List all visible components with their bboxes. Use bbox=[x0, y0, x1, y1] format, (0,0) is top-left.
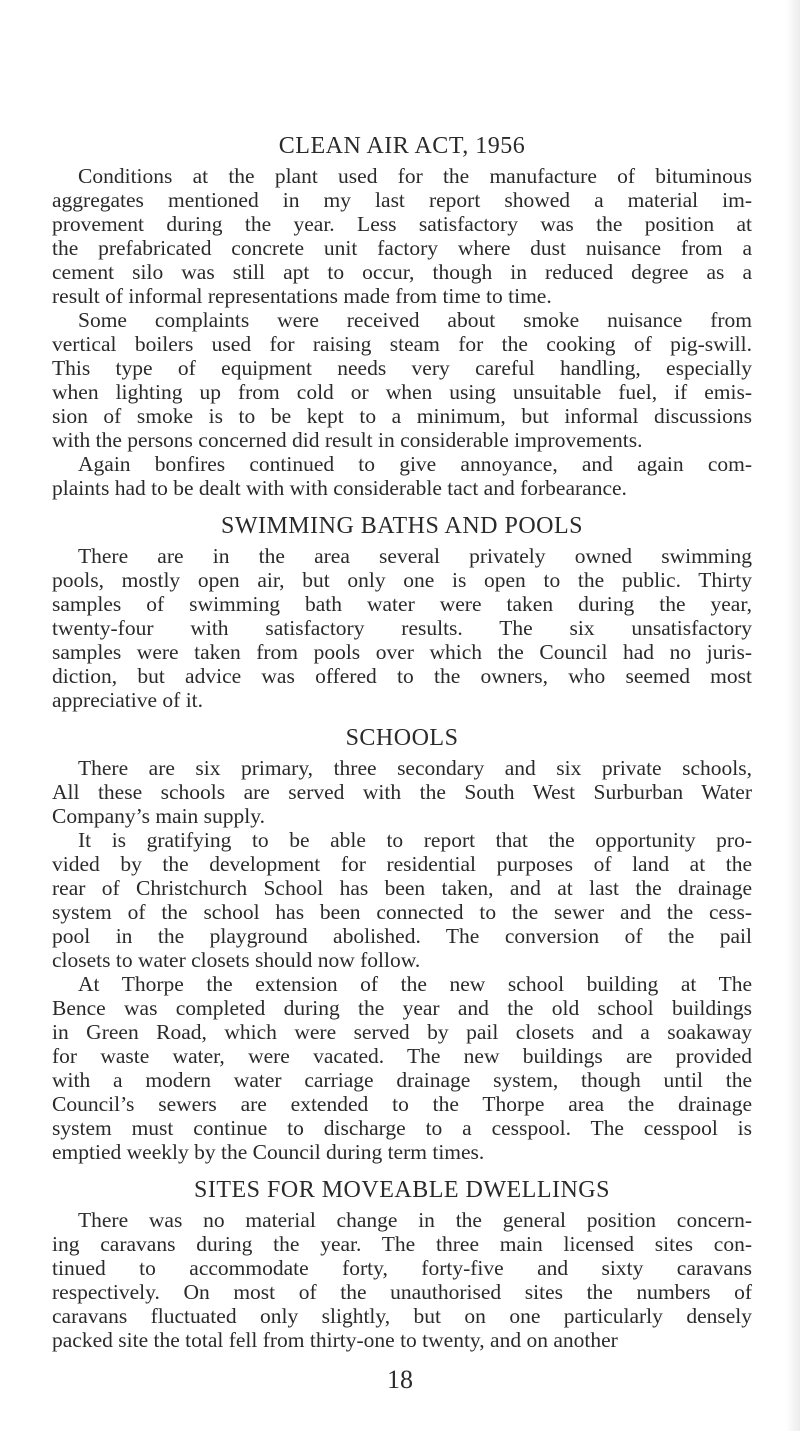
text-line: samples of swimming bath water were taken during the year, bbox=[52, 592, 752, 616]
text-line: when lighting up from cold or when using unsuitable fuel, if emis- bbox=[52, 380, 752, 404]
section-clean-air-act-1956 bbox=[52, 130, 752, 500]
section-schools bbox=[52, 722, 752, 1164]
paragraph bbox=[52, 828, 752, 972]
text-line: twenty-four with satisfactory results. The six unsatisfactory bbox=[52, 616, 752, 640]
text-line: Conditions at the plant used for the manufacture of bituminous bbox=[78, 164, 752, 188]
text-line: Council’s sewers are extended to the Thorpe area the drainage bbox=[52, 1092, 752, 1116]
text-line: Bence was completed during the year and the old school buildings bbox=[52, 996, 752, 1020]
text-line: in Green Road, which were served by pail closets and a soakaway bbox=[52, 1020, 752, 1044]
paragraph bbox=[52, 1208, 752, 1352]
text-line: rear of Christchurch School has been taken, and at last the drainage bbox=[52, 876, 752, 900]
section-heading: CLEAN AIR ACT, 1956 bbox=[278, 133, 526, 159]
text-line: diction, but advice was offered to the owners, who seemed most bbox=[52, 664, 752, 688]
paragraph bbox=[52, 164, 752, 308]
paragraph bbox=[52, 544, 752, 712]
text-line: system must continue to discharge to a cesspool. The cesspool is bbox=[52, 1116, 752, 1140]
text-line: packed site the total fell from thirty-one to twenty, and on another bbox=[52, 1328, 618, 1352]
text-line: There are in the area several privately owned swimming bbox=[78, 544, 752, 568]
text-line: closets to water closets should now follow. bbox=[52, 948, 421, 972]
section-gap bbox=[52, 500, 752, 510]
section-heading: SITES FOR MOVEABLE DWELLINGS bbox=[194, 1177, 610, 1203]
text-line: with the persons concerned did result in considerable improvements. bbox=[52, 428, 643, 452]
text-line: for waste water, were vacated. The new buildings are provided bbox=[52, 1044, 752, 1068]
text-line: aggregates mentioned in my last report showed a material im- bbox=[52, 188, 752, 212]
text-line: provement during the year. Less satisfactory was the position at bbox=[52, 212, 752, 236]
text-line: tinued to accommodate forty, forty-five and sixty caravans bbox=[52, 1256, 752, 1280]
text-line: vertical boilers used for raising steam for the cooking of pig-swill. bbox=[52, 332, 752, 356]
text-line: cement silo was still apt to occur, though in reduced degree as a bbox=[52, 260, 752, 284]
section-swimming-baths-and-pools bbox=[52, 510, 752, 712]
text-line: All these schools are served with the South West Surburban Water bbox=[52, 780, 752, 804]
text-line: respectively. On most of the unauthorised sites the numbers of bbox=[52, 1280, 752, 1304]
text-line: sion of smoke is to be kept to a minimum, but informal discussions bbox=[52, 404, 752, 428]
paragraph bbox=[52, 308, 752, 452]
section-heading: SWIMMING BATHS AND POOLS bbox=[220, 513, 584, 539]
text-line: the prefabricated concrete unit factory where dust nuisance from a bbox=[52, 236, 752, 260]
text-line: There was no material change in the general position concern- bbox=[78, 1208, 752, 1232]
text-line: pool in the playground abolished. The conversion of the pail bbox=[52, 924, 752, 948]
text-line: result of informal representations made from time to time. bbox=[52, 284, 552, 308]
section-heading: SCHOOLS bbox=[345, 725, 459, 751]
document-page bbox=[52, 130, 752, 1352]
paragraph bbox=[52, 972, 752, 1164]
section-gap bbox=[52, 712, 752, 722]
page-number: 18 bbox=[387, 1365, 413, 1394]
text-line: with a modern water carriage drainage system, though until the bbox=[52, 1068, 752, 1092]
text-line: This type of equipment needs very careful handling, especially bbox=[52, 356, 752, 380]
section-gap bbox=[52, 1164, 752, 1174]
page-edge-shadow bbox=[786, 0, 800, 1431]
text-line: It is gratifying to be able to report that the opportunity pro- bbox=[78, 828, 752, 852]
text-line: system of the school has been connected to the sewer and the cess- bbox=[52, 900, 752, 924]
text-line: ing caravans during the year. The three main licensed sites con- bbox=[52, 1232, 752, 1256]
paragraph bbox=[52, 756, 752, 828]
text-line: Company’s main supply. bbox=[52, 804, 266, 828]
text-line: pools, mostly open air, but only one is open to the public. Thirty bbox=[52, 568, 752, 592]
section-sites-for-moveable-dwellings bbox=[52, 1174, 752, 1352]
paragraph bbox=[52, 452, 752, 500]
text-line: There are six primary, three secondary and six private schools, bbox=[78, 756, 752, 780]
text-line: Some complaints were received about smoke nuisance from bbox=[78, 308, 752, 332]
text-line: At Thorpe the extension of the new school building at The bbox=[78, 972, 752, 996]
text-line: plaints had to be dealt with with considerable tact and forbearance. bbox=[52, 476, 627, 500]
text-line: emptied weekly by the Council during term times. bbox=[52, 1140, 485, 1164]
text-line: vided by the development for residential purposes of land at the bbox=[52, 852, 752, 876]
text-line: caravans fluctuated only slightly, but on one particularly densely bbox=[52, 1304, 752, 1328]
text-line: Again bonfires continued to give annoyance, and again com- bbox=[78, 452, 752, 476]
text-line: appreciative of it. bbox=[52, 688, 204, 712]
text-line: samples were taken from pools over which the Council had no juris- bbox=[52, 640, 752, 664]
